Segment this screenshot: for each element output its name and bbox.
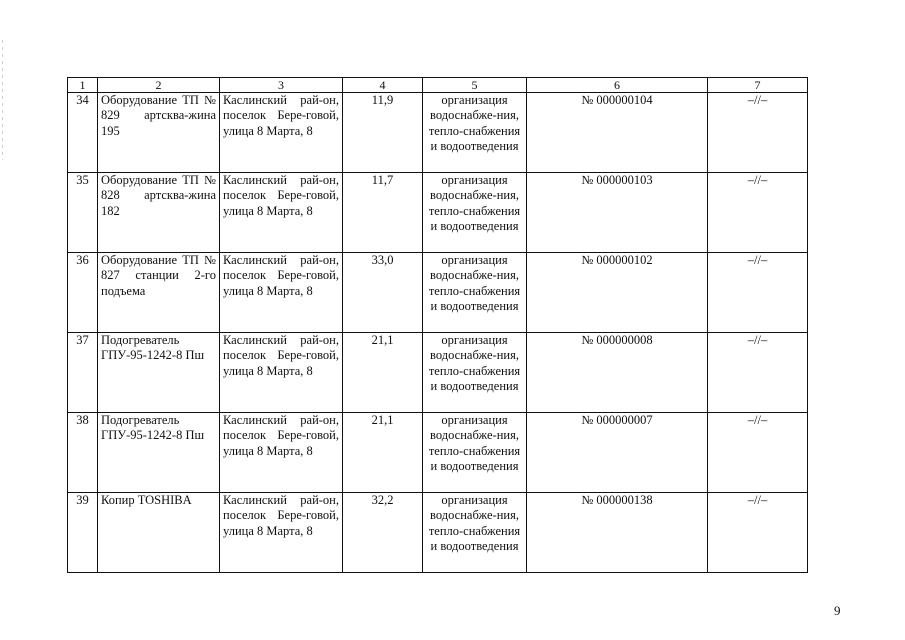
item-name: Оборудование ТП № 829 артсква-жина 195	[98, 93, 220, 173]
item-name: Оборудование ТП № 827 станции 2-го подъема	[98, 253, 220, 333]
table-header-row	[68, 78, 808, 93]
item-note: –//–	[708, 493, 808, 573]
row-number: 35	[68, 173, 98, 253]
row-number: 34	[68, 93, 98, 173]
row-number: 38	[68, 413, 98, 493]
item-area: 21,1	[343, 333, 423, 413]
item-organization: организация водоснабже-ния, тепло-снабжения и водоотведения	[423, 173, 527, 253]
row-number: 39	[68, 493, 98, 573]
item-inventory-number: № 000000007	[527, 413, 708, 493]
table-row	[68, 253, 808, 333]
page-number: 9	[834, 603, 841, 618]
item-name: Подогреватель ГПУ-95-1242-8 Пш	[98, 333, 220, 413]
table-row	[68, 413, 808, 493]
item-note: –//–	[708, 413, 808, 493]
item-organization: организация водоснабже-ния, тепло-снабжения и водоотведения	[423, 253, 527, 333]
item-area: 11,9	[343, 93, 423, 173]
item-inventory-number: № 000000104	[527, 93, 708, 173]
item-organization: организация водоснабже-ния, тепло-снабжения и водоотведения	[423, 493, 527, 573]
item-address: Каслинский рай-он, поселок Бере-говой, улица 8 Марта, 8	[220, 413, 343, 493]
item-address: Каслинский рай-он, поселок Бере-говой, улица 8 Марта, 8	[220, 93, 343, 173]
row-number: 37	[68, 333, 98, 413]
item-area: 32,2	[343, 493, 423, 573]
item-name: Копир TOSHIBA	[98, 493, 220, 573]
item-address: Каслинский рай-он, поселок Бере-говой, улица 8 Марта, 8	[220, 333, 343, 413]
header-cell-4: 4	[343, 78, 423, 93]
item-address: Каслинский рай-он, поселок Бере-говой, улица 8 Марта, 8	[220, 173, 343, 253]
item-note: –//–	[708, 253, 808, 333]
item-note: –//–	[708, 93, 808, 173]
header-cell-2: 2	[98, 78, 220, 93]
row-number: 36	[68, 253, 98, 333]
table-row	[68, 173, 808, 253]
item-inventory-number: № 000000138	[527, 493, 708, 573]
scan-margin-mark	[2, 40, 3, 160]
item-area: 21,1	[343, 413, 423, 493]
item-area: 11,7	[343, 173, 423, 253]
header-cell-1: 1	[68, 78, 98, 93]
header-cell-5: 5	[423, 78, 527, 93]
item-address: Каслинский рай-он, поселок Бере-говой, улица 8 Марта, 8	[220, 493, 343, 573]
header-cell-7: 7	[708, 78, 808, 93]
item-name: Подогреватель ГПУ-95-1242-8 Пш	[98, 413, 220, 493]
item-name: Оборудование ТП № 828 артсква-жина 182	[98, 173, 220, 253]
item-address: Каслинский рай-он, поселок Бере-говой, улица 8 Марта, 8	[220, 253, 343, 333]
item-area: 33,0	[343, 253, 423, 333]
item-inventory-number: № 000000008	[527, 333, 708, 413]
item-inventory-number: № 000000102	[527, 253, 708, 333]
item-inventory-number: № 000000103	[527, 173, 708, 253]
header-cell-3: 3	[220, 78, 343, 93]
item-organization: организация водоснабже-ния, тепло-снабжения и водоотведения	[423, 413, 527, 493]
property-table	[67, 77, 808, 573]
item-organization: организация водоснабже-ния, тепло-снабжения и водоотведения	[423, 333, 527, 413]
header-cell-6: 6	[527, 78, 708, 93]
table-row	[68, 493, 808, 573]
table-row	[68, 93, 808, 173]
item-note: –//–	[708, 333, 808, 413]
table-row	[68, 333, 808, 413]
item-organization: организация водоснабже-ния, тепло-снабжения и водоотведения	[423, 93, 527, 173]
item-note: –//–	[708, 173, 808, 253]
